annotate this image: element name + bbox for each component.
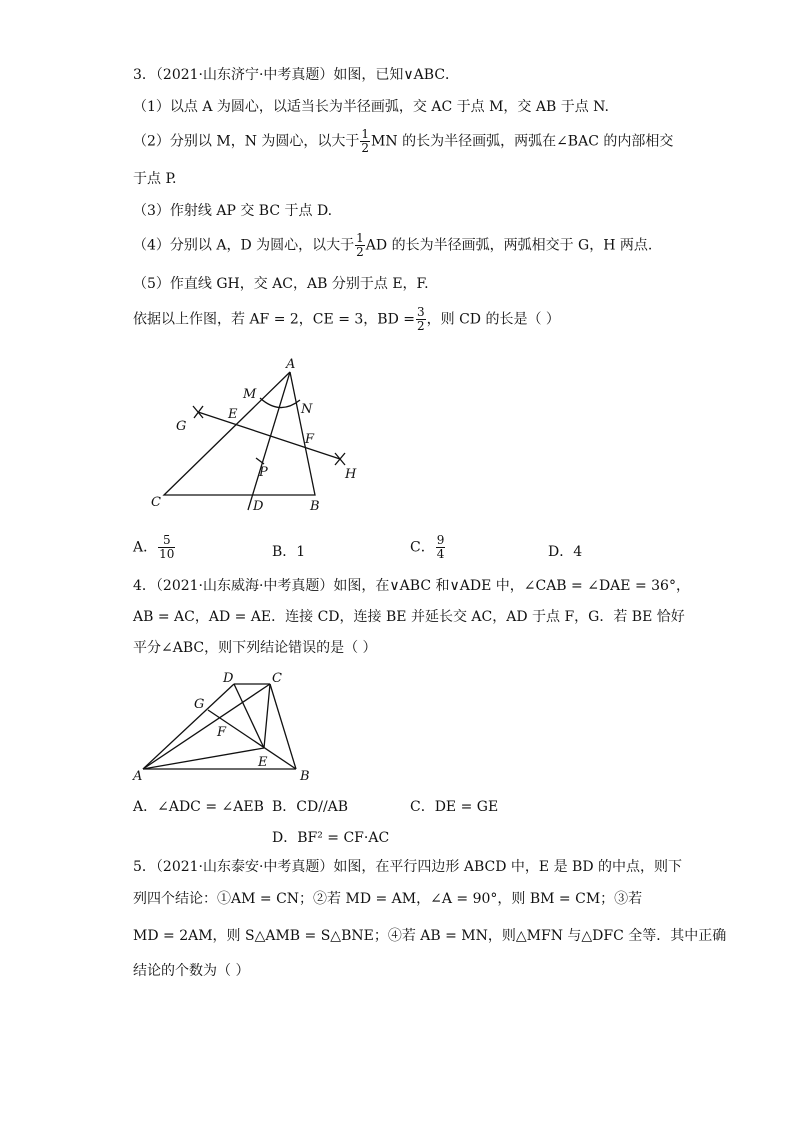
- label-p: P: [259, 465, 268, 480]
- label-f: F: [305, 432, 315, 447]
- q3-step4-post: AD 的长为半径画弧，两弧相交于 G，H 两点.: [365, 237, 653, 254]
- label-a: A: [286, 358, 296, 372]
- frac-numerator: 1: [361, 127, 370, 141]
- q4-option-c[interactable]: C．DE = GE: [410, 799, 499, 815]
- q5-line2: 列四个结论：①AM = CN；②若 MD = AM，∠A = 90°，则 BM = CM；③若: [133, 891, 643, 907]
- label-c: C: [272, 671, 282, 686]
- q3-step3: （3）作射线 AP 交 BC 于点 D.: [133, 203, 333, 219]
- q3-step2-post: MN 的长为半径画弧，两弧在∠BAC 的内部相交: [371, 133, 674, 150]
- q3-step4: [133, 232, 652, 259]
- seg-ae: [143, 748, 264, 769]
- q3-step2-fraction: [360, 128, 370, 155]
- seg-cb: [270, 684, 296, 769]
- q5-line1: 5．（2021·山东泰安·中考真题）如图，在平行四边形 ABCD 中，E 是 BD 的中点，则下: [133, 859, 683, 875]
- label-h: H: [345, 467, 357, 482]
- q3-step4-pre: （4）分别以 A，D 为圆心，以大于: [133, 237, 355, 254]
- label-d: D: [223, 671, 234, 686]
- q5-line4: 结论的个数为（ ）: [133, 963, 250, 979]
- option-a-fraction: [158, 534, 175, 561]
- q3-option-b[interactable]: B．1: [272, 544, 306, 560]
- label-e: E: [258, 755, 268, 770]
- label-g: G: [176, 419, 187, 434]
- triangle-abc: [164, 372, 315, 495]
- label-a: A: [133, 769, 143, 784]
- q3-option-a[interactable]: [133, 534, 176, 561]
- q3-step2: [133, 128, 673, 155]
- q3-option-d[interactable]: D．4: [548, 544, 583, 560]
- option-a-label: A．: [133, 539, 158, 556]
- q3-stem: 3．（2021·山东济宁·中考真题）如图，已知∨ABC．: [133, 67, 460, 83]
- frac-denominator: 2: [416, 319, 425, 333]
- frac-denominator: 2: [356, 245, 364, 259]
- frac-denominator: 10: [159, 547, 175, 561]
- label-m: M: [243, 387, 257, 402]
- label-d: D: [253, 499, 264, 514]
- option-c-fraction: [436, 534, 446, 561]
- q3-cond-pre: 依据以上作图，若 AF = 2，CE = 3，BD =: [133, 311, 415, 328]
- q5-line3: MD = 2AM，则 S△AMB = S△BNE；④若 AB = MN，则△MFN 与△DFC 全等．其中正确: [133, 928, 727, 944]
- label-f: F: [217, 725, 227, 740]
- q3-step2-cont: 于点 P.: [133, 171, 177, 187]
- line-gh: [198, 412, 340, 459]
- label-c: C: [151, 495, 161, 510]
- frac-denominator: 4: [436, 547, 445, 561]
- frac-denominator: 2: [361, 141, 370, 155]
- seg-de: [234, 684, 264, 748]
- q4-option-d[interactable]: D．BF² = CF·AC: [272, 830, 390, 846]
- q4-line1: 4．（2021·山东威海·中考真题）如图，在∨ABC 和∨ADE 中，∠CAB = ∠DAE = 36°，: [133, 578, 690, 594]
- label-e: E: [228, 407, 238, 422]
- q3-cond-fraction: [416, 306, 426, 333]
- seg-ce: [264, 684, 270, 748]
- q4-geometry-figure: [130, 668, 330, 786]
- frac-numerator: 3: [416, 305, 425, 319]
- q3-cond-post: ，则 CD 的长是（ ）: [426, 311, 560, 328]
- q3-step5: （5）作直线 GH，交 AC，AB 分别于点 E，F.: [133, 276, 429, 292]
- label-b: B: [310, 499, 320, 514]
- label-n: N: [301, 402, 313, 417]
- q3-option-c[interactable]: [410, 534, 446, 561]
- seg-ac: [143, 684, 270, 769]
- q3-step1: （1）以点 A 为圆心，以适当长为半径画弧，交 AC 于点 M，交 AB 于点 N.: [133, 99, 609, 115]
- q3-geometry-figure: [140, 358, 380, 518]
- label-b: B: [300, 769, 310, 784]
- option-c-label: C．: [410, 539, 435, 556]
- q4-line2: AB = AC，AD = AE．连接 CD，连接 BE 并延长交 AC，AD 于点 F，G．若 BE 恰好: [133, 609, 685, 625]
- q3-condition: [133, 306, 560, 333]
- q4-option-b[interactable]: B．CD//AB: [272, 799, 349, 815]
- q3-step2-pre: （2）分别以 M，N 为圆心，以大于: [133, 133, 360, 150]
- frac-numerator: 1: [356, 231, 364, 245]
- label-g: G: [194, 697, 205, 712]
- frac-numerator: 9: [436, 533, 445, 547]
- q3-step4-fraction: [355, 232, 365, 259]
- q4-line3: 平分∠ABC，则下列结论错误的是（ ）: [133, 640, 377, 656]
- q4-option-a[interactable]: A．∠ADC = ∠AEB: [133, 799, 264, 815]
- frac-numerator: 5: [158, 534, 175, 548]
